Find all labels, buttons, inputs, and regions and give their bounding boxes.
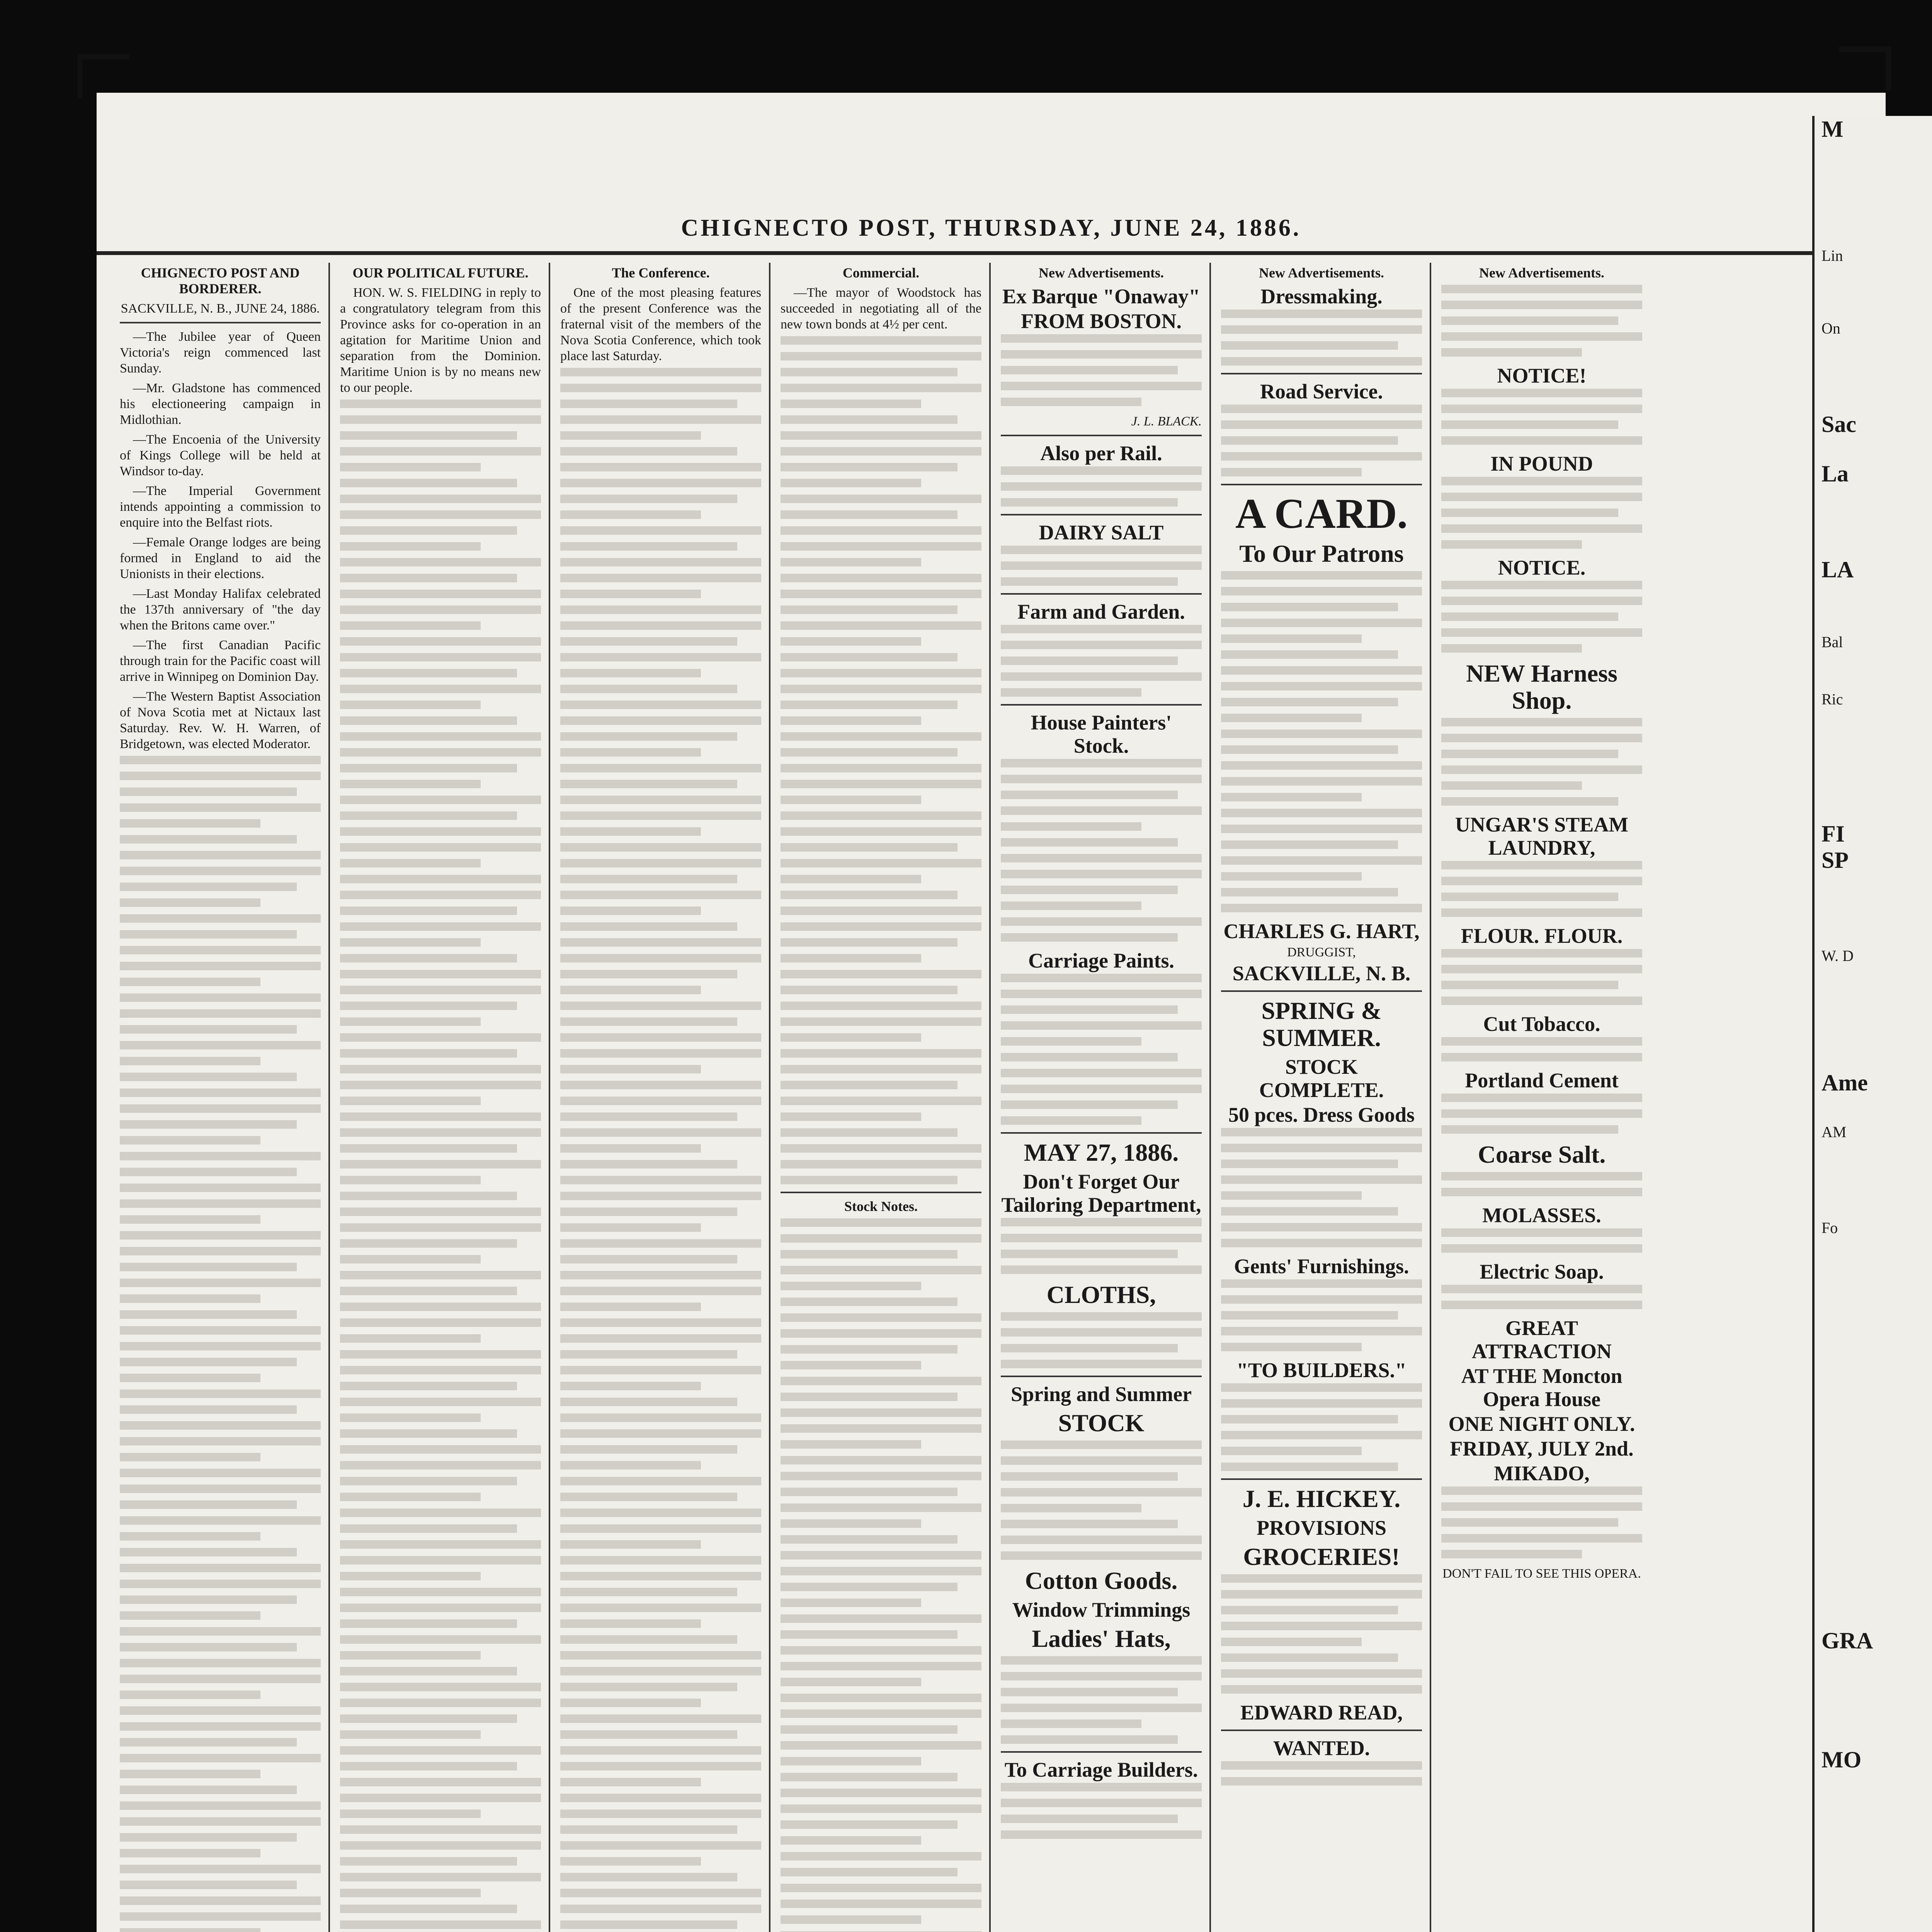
soap-ad: Electric Soap. — [1480, 1260, 1604, 1283]
politics-column — [340, 263, 541, 1932]
hickey-ad: J. E. HICKEY. — [1242, 1485, 1401, 1512]
column-rule — [328, 263, 330, 1932]
rail-ad: Also per Rail. — [1040, 442, 1162, 465]
conference-heading: The Conference. — [612, 265, 710, 281]
druggist-label: DRUGGIST, — [1287, 945, 1356, 959]
body-text — [1441, 581, 1642, 653]
date-ad: MAY 27, 1886. — [1024, 1139, 1179, 1166]
strip-fragment: M — [1821, 116, 1844, 142]
dress-goods-ad: 50 pces. Dress Goods — [1228, 1103, 1415, 1126]
farm-ad: Farm and Garden. — [1017, 600, 1185, 623]
hart-ads-column — [1221, 263, 1422, 1932]
body-text — [781, 1218, 981, 1932]
cement-ad: Portland Cement — [1465, 1069, 1619, 1092]
body-text — [1001, 1656, 1202, 1744]
molasses-ad: MOLASSES. — [1482, 1204, 1601, 1227]
body-text — [1221, 1383, 1422, 1471]
divider — [1221, 1478, 1422, 1480]
painters-ad: House Painters' Stock. — [1031, 711, 1172, 757]
body-text — [120, 756, 321, 1932]
commercial-column — [781, 263, 981, 1932]
opera-ad: AT THE Moncton Opera House — [1461, 1364, 1622, 1411]
builders-ad: "TO BUILDERS." — [1236, 1359, 1407, 1382]
hats-ad: Ladies' Hats, — [1032, 1625, 1171, 1652]
adjacent-page-strip — [1812, 116, 1932, 1932]
column-rule — [989, 263, 991, 1932]
body-text — [1441, 718, 1642, 806]
cloths-ad: CLOTHS, — [1046, 1281, 1156, 1308]
commercial-text: —The mayor of Woodstock has succeeded in negotiating all of the new town bonds at 4½ per cent. — [781, 286, 981, 332]
strip-fragment: Ric — [1821, 690, 1843, 708]
body-text — [1001, 1440, 1202, 1560]
ads-heading: New Advertisements. — [1039, 265, 1164, 281]
paper-name: CHIGNECTO POST AND BORDERER. — [141, 265, 300, 296]
ads-heading: New Advertisements. — [1259, 265, 1384, 281]
frame-corner-mark — [77, 54, 129, 98]
strip-fragment: Lin — [1821, 247, 1843, 264]
window-ad: Window Trimmings — [1012, 1598, 1190, 1621]
body-text — [1001, 334, 1202, 406]
dateline: SACKVILLE, N. B., JUNE 24, 1886. — [121, 301, 320, 316]
divider — [1001, 514, 1202, 515]
strip-fragment: Sac — [1821, 412, 1856, 437]
body-text — [1221, 571, 1422, 912]
body-text — [340, 400, 541, 1932]
frame-corner-mark — [1839, 46, 1891, 90]
strip-fragment: AM — [1821, 1123, 1847, 1141]
salt-ad: Coarse Salt. — [1478, 1141, 1606, 1168]
editorial-item: —The Jubilee year of Queen Victoria's reign commenced last Sunday. — [120, 330, 321, 376]
strip-fragment: Fo — [1821, 1219, 1838, 1236]
body-text — [1441, 1486, 1642, 1558]
road-service-ad: Road Service. — [1260, 380, 1383, 403]
body-text — [1001, 625, 1202, 697]
strip-fragment: GRA — [1821, 1628, 1873, 1653]
editorial-item: —Last Monday Halifax celebrated the 137th anniversary of "the day when the Britons came over." — [120, 587, 321, 633]
strip-fragment: Ame — [1821, 1070, 1868, 1095]
mikado-ad: MIKADO, — [1494, 1462, 1590, 1485]
tobacco-ad: Cut Tobacco. — [1483, 1012, 1600, 1036]
spring-ad: Spring and Summer — [1010, 1383, 1192, 1406]
black-ads-column — [1001, 263, 1202, 1932]
divider — [1221, 990, 1422, 992]
stock-complete-ad: STOCK COMPLETE. — [1259, 1055, 1384, 1102]
column-rule — [549, 263, 550, 1932]
editorial-column — [120, 263, 321, 1932]
editorial-item: —The Encoenia of the University of Kings College will be held at Windsor to-day. — [120, 432, 321, 478]
place-label: SACKVILLE, N. B. — [1232, 962, 1411, 985]
body-text — [1221, 1574, 1422, 1694]
body-text — [1001, 466, 1202, 507]
body-text — [1001, 974, 1202, 1125]
dairy-salt-ad: DAIRY SALT — [1039, 521, 1164, 544]
strip-fragment: Bal — [1821, 633, 1843, 651]
body-text — [1441, 477, 1642, 549]
body-text — [1221, 405, 1422, 476]
body-text — [1001, 1218, 1202, 1274]
body-text — [1221, 310, 1422, 366]
divider — [1001, 1132, 1202, 1134]
ads-heading: New Advertisements. — [1479, 265, 1604, 281]
gents-ad: Gents' Furnishings. — [1234, 1255, 1409, 1278]
divider — [1001, 1751, 1202, 1753]
barque-ad: Ex Barque "Onaway" — [1002, 285, 1201, 308]
harness-ad: NEW Harness Shop. — [1466, 660, 1617, 714]
masthead: CHIGNECTO POST, THURSDAY, JUNE 24, 1886. — [97, 205, 1886, 255]
tailoring-ad: Don't Forget Our Tailoring Department, — [1001, 1170, 1201, 1216]
divider — [120, 322, 321, 323]
body-text — [1001, 1312, 1202, 1368]
laundry-ad: UNGAR'S STEAM LAUNDRY, — [1455, 813, 1629, 859]
body-text — [1001, 759, 1202, 942]
divider — [1221, 484, 1422, 485]
babang-ads-column — [1441, 263, 1642, 1932]
editorial-item: —The Western Baptist Association of Nova Scotia met at Nictaux last Saturday. Rev. W. H. Warren, of Bridgetown, was elected Moderator. — [120, 689, 321, 751]
divider — [781, 1192, 981, 1193]
dressmaking-ad: Dressmaking. — [1260, 285, 1383, 308]
notice2-ad: NOTICE. — [1498, 556, 1586, 579]
body-text — [1221, 1761, 1422, 1786]
body-text — [1001, 1783, 1202, 1839]
politics-text: HON. W. S. FIELDING in reply to a congratulatory telegram from this Province asks for co-operation in an agitation for Maritime Union and separation from the Dominion. Maritime Union is by no means new to our people. — [340, 286, 541, 395]
groceries-ad: GROCERIES! — [1243, 1543, 1400, 1570]
firm-name: CHARLES G. HART, — [1223, 920, 1420, 943]
card-ad: A CARD. — [1235, 490, 1408, 537]
column-rule — [1430, 263, 1431, 1932]
body-text — [1221, 1128, 1422, 1247]
editorial-item: —Mr. Gladstone has commenced his electioneering campaign in Midlothian. — [120, 381, 321, 427]
editorial-item: —Female Orange lodges are being formed in England to aid the Unionists in their elections. — [120, 535, 321, 581]
strip-fragment: On — [1821, 320, 1840, 337]
column-rule — [769, 263, 770, 1932]
wanted-ad: WANTED. — [1273, 1736, 1370, 1760]
body-text — [1441, 1094, 1642, 1134]
night-ad: ONE NIGHT ONLY. — [1448, 1412, 1635, 1435]
carriage-paints-ad: Carriage Paints. — [1028, 949, 1174, 972]
body-text — [1001, 546, 1202, 586]
body-text — [781, 336, 981, 1184]
body-text — [1441, 1172, 1642, 1196]
body-text — [1441, 1285, 1642, 1309]
editorial-item: —The Imperial Government intends appointing a commission to enquire into the Belfast riots. — [120, 484, 321, 530]
strip-fragment: La — [1821, 461, 1849, 486]
body-text — [1221, 1279, 1422, 1351]
read-ad: EDWARD READ, — [1240, 1701, 1403, 1724]
commercial-heading: Commercial. — [842, 265, 920, 281]
body-text — [1441, 1228, 1642, 1253]
provisions-ad: PROVISIONS — [1256, 1516, 1387, 1539]
body-text — [1441, 389, 1642, 445]
body-text — [560, 368, 761, 1932]
strip-fragment: W. D — [1821, 947, 1854, 964]
strip-fragment: LA — [1821, 557, 1854, 582]
flour-ad: FLOUR. FLOUR. — [1461, 924, 1623, 947]
divider — [1001, 593, 1202, 595]
cotton-ad: Cotton Goods. — [1025, 1567, 1178, 1594]
body-text — [1441, 949, 1642, 1005]
column-rule — [1209, 263, 1211, 1932]
conference-column — [560, 263, 761, 1932]
newspaper-page — [97, 93, 1886, 1932]
divider — [1001, 1376, 1202, 1377]
body-text — [1441, 861, 1642, 917]
friday-ad: FRIDAY, JULY 2nd. — [1450, 1437, 1634, 1460]
body-text — [1441, 1037, 1642, 1061]
pound-ad: IN POUND — [1490, 452, 1593, 475]
spring-summer-ad: SPRING & SUMMER. — [1261, 997, 1382, 1051]
stock-ad: STOCK — [1058, 1409, 1145, 1437]
merchant-signature: J. L. BLACK. — [1131, 414, 1202, 429]
body-text — [1441, 285, 1642, 357]
notice-ad: NOTICE! — [1497, 364, 1587, 387]
see-opera-ad: DON'T FAIL TO SEE THIS OPERA. — [1442, 1566, 1641, 1581]
divider — [1001, 704, 1202, 706]
divider — [1001, 435, 1202, 436]
strip-fragment: SP — [1821, 847, 1849, 873]
divider — [1221, 373, 1422, 374]
strip-fragment: FI — [1821, 821, 1845, 847]
politics-heading: OUR POLITICAL FUTURE. — [352, 265, 529, 281]
builders-ad: To Carriage Builders. — [1004, 1758, 1198, 1781]
from-boston: FROM BOSTON. — [1020, 310, 1182, 333]
editorial-item: —The first Canadian Pacific through train for the Pacific coast will arrive in Winnipeg on Dominion Day. — [120, 638, 321, 684]
stock-notes-heading: Stock Notes. — [844, 1199, 918, 1214]
patrons-ad: To Our Patrons — [1239, 540, 1404, 567]
strip-fragment: MO — [1821, 1747, 1862, 1772]
conference-text: One of the most pleasing features of the present Conference was the fraternal visit of the members of the Nova Scotia Conference, which took place last Saturday. — [560, 286, 761, 363]
divider — [1221, 1730, 1422, 1731]
attraction-ad: GREAT ATTRACTION — [1471, 1316, 1612, 1363]
